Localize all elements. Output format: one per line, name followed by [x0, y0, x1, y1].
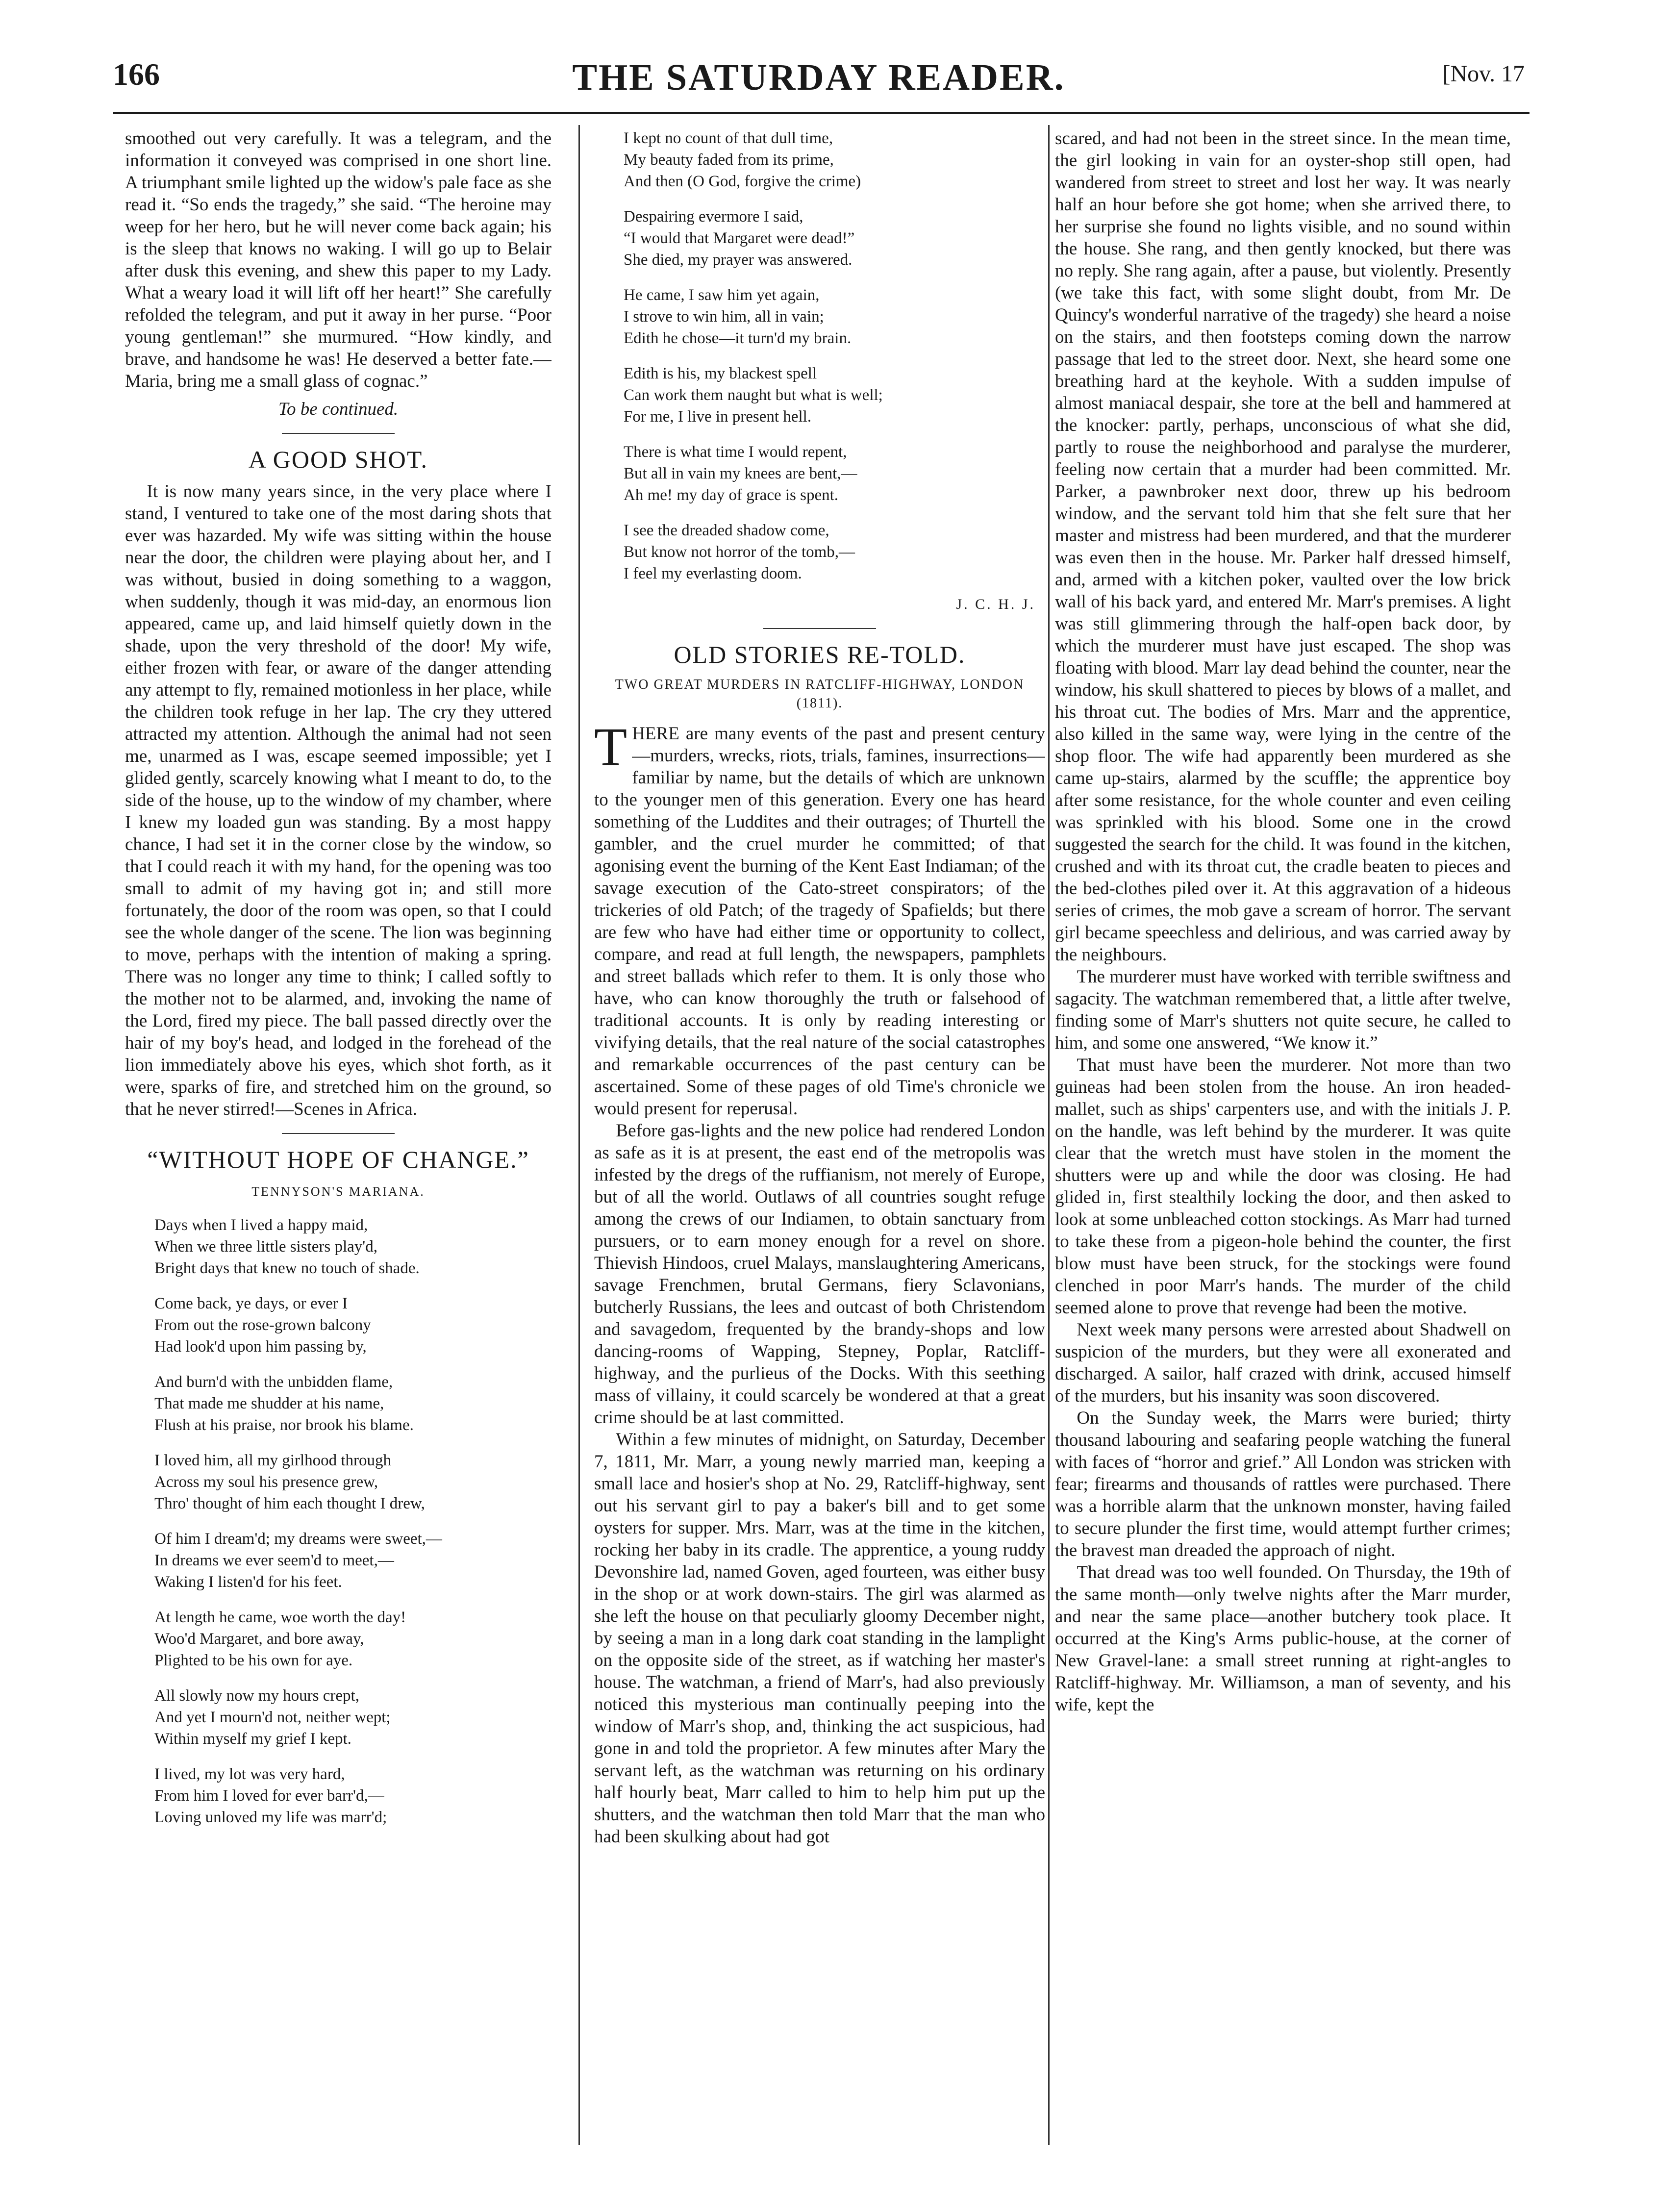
poem-line: Despairing evermore I said,	[624, 208, 803, 226]
publication-title: THE SATURDAY READER.	[572, 57, 1065, 98]
poem-line: And yet I mourn'd not, neither wept;	[154, 1709, 391, 1726]
poem-stanza	[154, 1214, 552, 1279]
masthead	[113, 56, 1525, 115]
poem-line: Loving unloved my life was marr'd;	[154, 1809, 387, 1826]
poem-line: But all in vain my knees are bent,—	[624, 465, 857, 482]
poem-line: I feel my everlasting doom.	[624, 565, 802, 582]
poem-line: There is what time I would repent,	[624, 443, 847, 461]
article-subtitle: TWO GREAT MURDERS IN RATCLIFF-HIGHWAY, LONDON (1811).	[615, 677, 1025, 711]
poem-line: Plighted to be his own for aye.	[154, 1652, 353, 1669]
article-paragraph: That dread was too well founded. On Thursday, the 19th of the same month—only twelve nights after the Marr murder, and near the same place—another butchery took place. It occurred at the King's Arms public-house, at the corner of New Gravel-lane: a small street running at right-angles to Ratcliff-highway. Mr. Williamson, a man of seventy, and his wife, kept the	[1055, 1562, 1511, 1715]
poem-line: Flush at his praise, nor brook his blame.	[154, 1416, 414, 1434]
poem-stanza	[154, 1371, 552, 1436]
poem-line: Ah me! my day of grace is spent.	[624, 486, 839, 504]
column-3	[1055, 127, 1511, 1716]
poem-stanza	[624, 441, 1045, 506]
poem-stanza	[624, 520, 1045, 584]
poem-line: My beauty faded from its prime,	[624, 151, 834, 169]
poem-line: All slowly now my hours crept,	[154, 1687, 359, 1705]
poem-line: From him I loved for ever barr'd,—	[154, 1787, 384, 1805]
poem-line: And burn'd with the unbidden flame,	[154, 1373, 393, 1391]
section-separator	[282, 1133, 395, 1134]
poem-signature: J. C. H. J.	[956, 596, 1035, 612]
story-ending-text: smoothed out very carefully. It was a telegram, and the information it conveyed was comprised in one short line. A triumphant smile lighted up the widow's pale face as she read it. “So ends the tragedy,” she said. “The heroine may weep for her hero, but he will never come back again; his is the sleep that knows no waking. I will go up to Belair after dusk this evening, and shew this paper to my Lady. What a weary load it will lift off her heart!” She carefully refolded the telegram, and put it away in her purse. “Poor young gentleman!” she murmured. “How kindly, and brave, and handsome he was! He deserved a better fate.—Maria, bring me a small glass of cognac.”	[125, 128, 552, 391]
article-body-good-shot: It is now many years since, in the very place where I stand, I ventured to take one of the most daring shots that ever was hazarded. My wife was sitting within the house near the door, the children were playing about her, and I was without, busied in doing something to a waggon, when suddenly, though it was mid-day, an enormous lion appeared, came up, and laid himself quietly down in the shade, upon the very threshold of the door! My wife, either frozen with fear, or aware of the danger attending any attempt to fly, remained motionless in her place, while the children took refuge in her lap. The cry they uttered attracted my attention. Although the animal had not seen me, unarmed as I was, escape seemed impossible; yet I glided gently, scarcely knowing what I meant to do, to the side of the house, up to the window of my chamber, where I knew my loaded gun was standing. By a most happy chance, I had set it in the corner close by the window, so that I could reach it with my hand, for the opening was too small to admit of my having got in; and still more fortunately, the door of the room was open, so that I could see the whole danger of the scene. The lion was beginning to move, perhaps with the intention of making a spring. There was no longer any time to think; I called softly to the mother not to be alarmed, and, invoking the name of the Lord, fired my piece. The ball passed directly over the hair of my boy's head, and lodged in the forehead of the lion immediately above his eyes, which shot forth, as it were, sparks of fire, and stretched him on the ground, so that he never stirred!—Scenes in Africa.	[125, 481, 552, 1119]
article-paragraph	[594, 717, 1045, 1120]
article-paragraph: Within a few minutes of midnight, on Saturday, December 7, 1811, Mr. Marr, a young newly married man, keeping a small lace and hosier's shop at No. 29, Ratcliff-highway, sent out his servant girl to pay a baker's bill and to get some oysters for supper. Mrs. Marr, was at the time in the kitchen, rocking her baby in its cradle. The apprentice, a young ruddy Devonshire lad, named Goven, aged fourteen, was either busy in the shop or at work down-stairs. The girl was alarmed as she left the house on that peculiarly gloomy December night, by seeing a man in a long dark coat standing in the lamplight on the opposite side of the street, as if watching her master's house. The watchman, a friend of Marr's, had also previously noticed this mysterious man continually peeping into the window of Marr's shop, and, thinking the act suspicious, had gone in and told the proprietor. A few minutes after Mary the servant left, as the watchman was returning on his ordinary half hourly beat, Marr called to him to help him put up the shutters, and the watchman then told Marr that the man who had been skulking about had got	[594, 1430, 1045, 1847]
poem-line: Can work them naught but what is well;	[624, 386, 883, 404]
article-paragraph: scared, and had not been in the street since. In the mean time, the girl looking in vain for an oyster-shop still open, had wandered from street to street and lost her way. It was nearly half an hour before she got home; when she arrived there, to her surprise she found no lights visible, and no sound within the house. She rang, and then gently knocked, but there was no reply. She rang again, after a pause, but violently. Presently (we take this fact, with some slight doubt, from Mr. De Quincy's wonderful narrative of the tragedy) she heard a noise on the stairs, and then footsteps coming down the narrow passage that led to the street door. Next, she heard some one breathing hard at the keyhole. With a sudden impulse of almost maniacal despair, she tore at the bell and hammered at the knocker: partly, perhaps, unconscious of what she did, partly to rouse the neighborhood and paralyse the murderer, feeling now certain that a murder had been committed. Mr. Parker, a pawnbroker next door, threw up his bedroom window, and the servant told him that she felt sure that her master and mistress had been murdered, and that the murderer was even then in the house. Mr. Parker half dressed himself, and, armed with a kitchen poker, vaulted over the low brick wall of his back yard, and entered Mr. Marr's premises. A light was still glimmering through the half-open back door, by which the murderer must have just escaped. The shop was floating with blood. Marr lay dead behind the counter, near the window, his skull shattered to pieces by blows of a mallet, and his throat cut. The bodies of Mrs. Marr and the apprentice, also killed in the same way, were lying in the centre of the shop floor. The wife had apparently been murdered as she came up-stairs, alarmed by the scuffle; the apprentice boy after some resistance, for the whole counter and even ceiling was sprinkled with his blood. Some one in the crowd suggested the search for the child. It was found in the kitchen, crushed and with its throat cut, the cradle beaten to pieces and the bed-clothes piled over it. At this aggravation of a hideous series of crimes, the mob gave a scream of horror. The servant girl became speechless and delirious, and was carried away by the neighbours.	[1055, 128, 1511, 965]
poem-line: Across my soul his presence grew,	[154, 1473, 378, 1491]
column-divider	[1048, 125, 1050, 2145]
paragraph-text: HERE are many events of the past and present century—murders, wrecks, riots, trials, famines, insurrections—familiar by name, but the details of which are unknown to the younger men of this generation. Every one has heard something of the Luddites and their outrages; of Thurtell the gambler, and the cruel murder he committed; of that agonising event the burning of the Kent East Indiaman; of the savage execution of the Cato-street conspirators; of the trickeries of old Patch; of the tragedy of Spafields; but there are few who have had either time or opportunity to collect, compare, and read at full length, the newspapers, pamphlets and street ballads which refer to them. It is only those who have, who can know thoroughly the truth or falsehood of traditional accounts. It is only by reading interesting or vivifying details, that the real nature of the social catastrophes and remarkable occurrences of the past century can be ascertained. Some of these pages of old Time's chronicle we would present for reperusal.	[594, 724, 1045, 1119]
poem-line: Within myself my grief I kept.	[154, 1730, 351, 1748]
poem-line: Edith he chose—it turn'd my brain.	[624, 329, 852, 347]
poem-line: From out the rose-grown balcony	[154, 1316, 371, 1334]
poem-line: I see the dreaded shadow come,	[624, 522, 829, 539]
poem-line: Bright days that knew no touch of shade.	[154, 1259, 420, 1277]
poem-stanza	[154, 1528, 552, 1593]
article-paragraph: Next week many persons were arrested about Shadwell on suspicion of the murders, but they were all exonerated and discharged. A sailor, half crazed with drink, accused himself of the murders, but his insanity was soon discovered.	[1055, 1320, 1511, 1406]
poem-subtitle: TENNYSON'S MARIANA.	[251, 1184, 425, 1199]
poem-line: And then (O God, forgive the crime)	[624, 173, 861, 190]
article-paragraph: On the Sunday week, the Marrs were buried; thirty thousand labouring and seafaring people watching the funeral with faces of “horror and grief.” All London was stricken with fear; firearms and thousands of rattles were purchased. There was a horrible alarm that the unknown monster, having failed to secure plunder the first time, would attempt further crimes; the bravest man dreaded the approach of night.	[1055, 1408, 1511, 1560]
column-divider	[578, 125, 580, 2145]
poem-line: At length he came, woe worth the day!	[154, 1609, 406, 1626]
article-paragraph: The murderer must have worked with terrible swiftness and sagacity. The watchman remembered that, a little after twelve, finding some of Marr's shutters not quite secure, he called to him, and some one answered, “We know it.”	[1055, 967, 1511, 1053]
poem-line: I strove to win him, all in vain;	[624, 308, 824, 326]
to-be-continued: To be continued.	[278, 399, 399, 419]
poem-title: “WITHOUT HOPE OF CHANGE.”	[147, 1146, 529, 1173]
poem-line: Thro' thought of him each thought I drew,	[154, 1495, 425, 1512]
poem-stanza	[624, 127, 1045, 192]
poem-stanza	[624, 363, 1045, 427]
page-number: 166	[113, 57, 160, 92]
article-title-old-stories: OLD STORIES RE-TOLD.	[674, 641, 966, 668]
drop-cap: T	[594, 717, 627, 777]
poem-stanza	[624, 206, 1045, 271]
section-separator	[282, 433, 395, 434]
poem-stanza	[154, 1293, 552, 1357]
poem-stanza	[154, 1607, 552, 1671]
poem-stanza	[154, 1685, 552, 1750]
column-2	[594, 127, 1045, 1848]
article-paragraph: Before gas-lights and the new police had rendered London as safe as it is at present, the east end of the metropolis was infested by the dregs of the ruffianism, not merely of Europe, but of all the world. Outlaws of all countries sought refuge among the crews of our Indiamen, to obtain sanctuary from pursuers, or to earn money enough for a revel on shore. Thievish Hindoos, cruel Malays, manslaughtering Americans, savage Frenchmen, brutal Germans, fiery Sclavonians, butcherly Russians, the lees and outcast of both Christendom and savagedom, frequented by the brandy-shops and low dancing-rooms of Wapping, Stepney, Poplar, Ratcliff-highway, and the purlieus of the Docks. With this seething mass of villainy, it could scarcely be wondered at that a great crime should be at last committed.	[594, 1121, 1045, 1428]
issue-date: [Nov. 17	[1442, 61, 1525, 87]
header-rule	[113, 112, 1530, 114]
poem-line: Waking I listen'd for his feet.	[154, 1573, 342, 1591]
poem-line: She died, my prayer was answered.	[624, 251, 853, 269]
poem-line: In dreams we ever seem'd to meet,—	[154, 1552, 394, 1569]
column-1	[125, 127, 552, 1842]
article-paragraph: That must have been the murderer. Not more than two guineas had been stolen from the house. An iron headed-mallet, such as ships' carpenters use, and with the initials J. P. on the handle, was left behind by the murderer. It was quite clear that the wretch must have stolen in the moment the shutters were up and while the door was closing. He had glided in, first stealthily locking the door, and then asked to look at some unbleached cotton stockings. As Marr had turned to take these from a pigeon-hole behind the counter, the first blow must have been struck, for the stockings were found clenched in poor Marr's hands. The murder of the child seemed alone to prove that revenge had been the motive.	[1055, 1055, 1511, 1318]
poem-line: Days when I lived a happy maid,	[154, 1216, 368, 1234]
section-separator	[763, 628, 876, 629]
poem-line: When we three little sisters play'd,	[154, 1238, 377, 1256]
poem-line: For me, I live in present hell.	[624, 408, 812, 426]
poem-stanza	[154, 1450, 552, 1514]
poem-line: I kept no count of that dull time,	[624, 129, 833, 147]
poem-line: That made me shudder at his name,	[154, 1395, 384, 1412]
poem-line: Woo'd Margaret, and bore away,	[154, 1630, 364, 1648]
poem-line: Had look'd upon him passing by,	[154, 1338, 367, 1356]
poem-line: Of him I dream'd; my dreams were sweet,—	[154, 1530, 442, 1548]
poem-line: But know not horror of the tomb,—	[624, 543, 855, 561]
poem-line: Edith is his, my blackest spell	[624, 365, 817, 382]
poem-line: Come back, ye days, or ever I	[154, 1295, 348, 1312]
poem-stanza	[154, 1763, 552, 1828]
poem-line: I loved him, all my girlhood through	[154, 1452, 392, 1469]
article-title-good-shot: A GOOD SHOT.	[248, 446, 428, 473]
poem-line: “I would that Margaret were dead!”	[624, 229, 855, 247]
poem-line: I lived, my lot was very hard,	[154, 1765, 345, 1783]
poem-line: He came, I saw him yet again,	[624, 286, 820, 304]
poem-stanza	[624, 284, 1045, 349]
